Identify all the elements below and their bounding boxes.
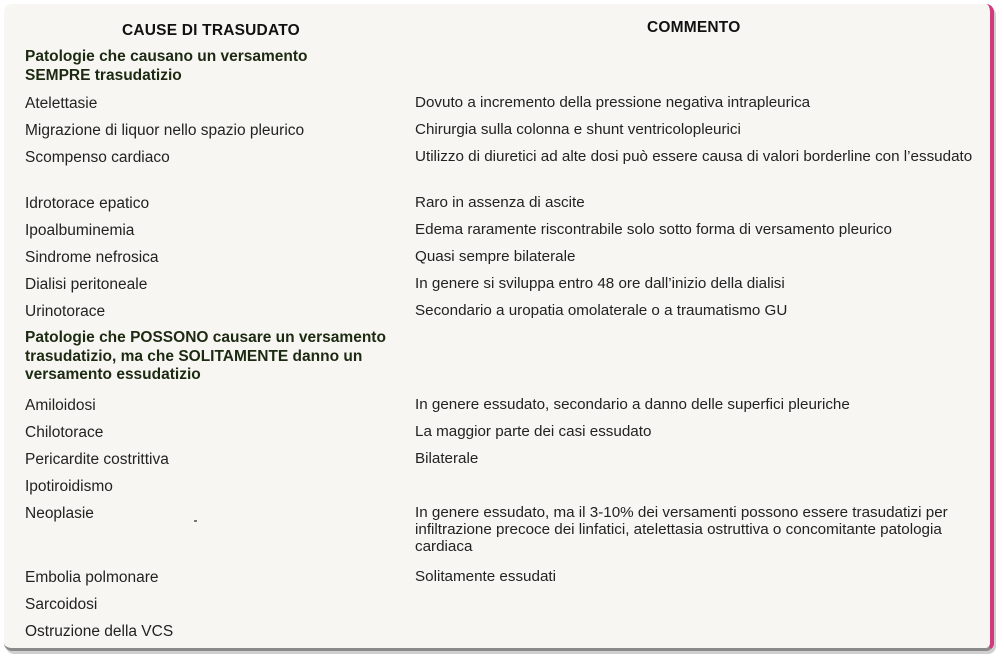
comment-cell: Bilaterale	[415, 450, 479, 467]
section-title-always-transudate: Patologie che causano un versamento SEMPRE trasudatizio	[25, 48, 308, 84]
cause-cell: Dialisi peritoneale	[25, 276, 148, 293]
cause-cell: Scompenso cardiaco	[25, 149, 170, 166]
cause-cell: Ipoalbuminemia	[25, 222, 135, 239]
table-frame	[4, 4, 994, 651]
comment-cell: In genere si sviluppa entro 48 ore dall’inizio della dialisi	[415, 275, 785, 292]
header-cause: CAUSE DI TRASUDATO	[122, 22, 300, 39]
comment-cell: Solitamente essudati	[415, 568, 556, 585]
cause-cell: Migrazione di liquor nello spazio pleurico	[25, 122, 305, 139]
header-comment: COMMENTO	[647, 19, 741, 36]
comment-cell: Edema raramente riscontrabile solo sotto forma di versamento pleurico	[415, 221, 892, 238]
cause-cell: Idrotorace epatico	[25, 195, 150, 212]
comment-cell: In genere essudato, ma il 3-10% dei versamenti possono essere trasudatizi per infiltrazione precoce dei linfatici, atelettasia ostruttiva o concomitante patologia cardiaca	[415, 504, 948, 555]
cause-cell: Urinotorace	[25, 303, 106, 320]
cause-cell: Pericardite costrittiva	[25, 451, 169, 468]
scan-speck	[194, 520, 197, 522]
cause-cell: Sarcoidosi	[25, 596, 98, 613]
comment-cell: Chirurgia sulla colonna e shunt ventricolopleurici	[415, 121, 741, 138]
cause-cell: Ostruzione della VCS	[25, 623, 174, 640]
comment-cell: Dovuto a incremento della pressione negativa intrapleurica	[415, 94, 811, 111]
cause-cell: Ipotiroidismo	[25, 478, 113, 495]
cause-cell: Amiloidosi	[25, 397, 96, 414]
comment-cell: Quasi sempre bilaterale	[415, 248, 576, 265]
section-title-may-transudate: Patologie che POSSONO causare un versamento trasudatizio, ma che SOLITAMENTE danno un versamento essudatizio	[25, 329, 386, 383]
comment-cell: La maggior parte dei casi essudato	[415, 423, 652, 440]
comment-cell: Secondario a uropatia omolaterale o a traumatismo GU	[415, 302, 788, 319]
cause-cell: Embolia polmonare	[25, 569, 159, 586]
cause-cell: Chilotorace	[25, 424, 104, 441]
cause-cell: Sindrome nefrosica	[25, 249, 159, 266]
comment-cell: Raro in assenza di ascite	[415, 194, 585, 211]
comment-cell: Utilizzo di diuretici ad alte dosi può essere causa di valori borderline con l’essudato	[415, 148, 973, 165]
cause-cell: Atelettasie	[25, 95, 98, 112]
cause-cell: Neoplasie	[25, 505, 94, 522]
comment-cell: In genere essudato, secondario a danno delle superfici pleuriche	[415, 396, 850, 413]
